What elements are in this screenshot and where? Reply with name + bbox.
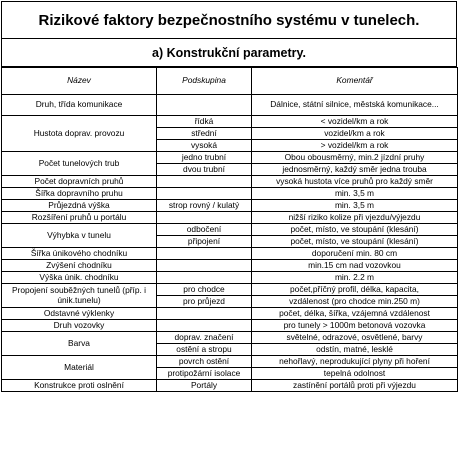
subgroup-cell: pro průjezd	[157, 296, 252, 308]
parameter-name-cell: Materiál	[2, 356, 157, 380]
comment-cell: doporučení min. 80 cm	[252, 248, 458, 260]
comment-cell: vozidel/km a rok	[252, 128, 458, 140]
table-row	[2, 248, 458, 260]
comment-cell: jednosměrný, každý směr jedna trouba	[252, 164, 458, 176]
parameter-name-cell: Šířka únikového chodníku	[2, 248, 157, 260]
subgroup-cell	[157, 176, 252, 188]
table-row	[2, 260, 458, 272]
comment-cell: počet, místo, ve stoupání (klesání)	[252, 236, 458, 248]
comment-cell: počet,příčný profil, délka, kapacita,	[252, 284, 458, 296]
table-row	[2, 176, 458, 188]
subgroup-cell: dvou trubní	[157, 164, 252, 176]
parameter-name-cell: Výška únik. chodníku	[2, 272, 157, 284]
table-row	[2, 308, 458, 320]
comment-cell: min.15 cm nad vozovkou	[252, 260, 458, 272]
subgroup-cell	[157, 248, 252, 260]
table-row	[2, 200, 458, 212]
table-row	[2, 284, 458, 296]
subgroup-cell	[157, 320, 252, 332]
table-row	[2, 332, 458, 344]
section-title: a) Konstrukční parametry.	[1, 39, 457, 67]
comment-cell: > vozidel/km a rok	[252, 140, 458, 152]
subgroup-cell: pro chodce	[157, 284, 252, 296]
parameters-table-wrapper	[1, 67, 457, 392]
comment-cell: vysoká hustota více pruhů pro každý směr	[252, 176, 458, 188]
parameter-name-cell: Odstavné výklenky	[2, 308, 157, 320]
parameter-name-cell: Šířka dopravního pruhu	[2, 188, 157, 200]
comment-cell: Dálnice, státní silnice, městská komunikace...	[252, 95, 458, 116]
subgroup-cell: Portály	[157, 380, 252, 392]
comment-cell: vzdálenost (pro chodce min.250 m)	[252, 296, 458, 308]
comment-cell: nižší riziko kolize při vjezdu/výjezdu	[252, 212, 458, 224]
comment-cell: počet, místo, ve stoupání (klesání)	[252, 224, 458, 236]
comment-cell: odstín, matné, lesklé	[252, 344, 458, 356]
table-header-row	[2, 68, 458, 95]
table-row	[2, 224, 458, 236]
parameter-name-cell: Průjezdná výška	[2, 200, 157, 212]
parameter-name-cell: Výhybka v tunelu	[2, 224, 157, 248]
comment-cell: světelné, odrazové, osvětlené, barvy	[252, 332, 458, 344]
subgroup-cell	[157, 95, 252, 116]
comment-cell: min. 3,5 m	[252, 200, 458, 212]
subgroup-cell: strop rovný / kulatý	[157, 200, 252, 212]
table-row	[2, 320, 458, 332]
subgroup-cell: jedno trubní	[157, 152, 252, 164]
subgroup-cell	[157, 188, 252, 200]
subgroup-cell: ostění a stropu	[157, 344, 252, 356]
subgroup-cell: řídká	[157, 116, 252, 128]
comment-cell: zastínění portálů proti při výjezdu	[252, 380, 458, 392]
subgroup-cell: připojení	[157, 236, 252, 248]
column-header-comment: Komentář	[252, 68, 458, 95]
table-row	[2, 212, 458, 224]
subgroup-cell: protipožární isolace	[157, 368, 252, 380]
parameter-name-cell: Druh vozovky	[2, 320, 157, 332]
subgroup-cell	[157, 212, 252, 224]
comment-cell: tepelná odolnost	[252, 368, 458, 380]
comment-cell: < vozidel/km a rok	[252, 116, 458, 128]
subgroup-cell: odbočení	[157, 224, 252, 236]
column-header-name: Název	[2, 68, 157, 95]
parameter-name-cell: Propojení souběžných tunelů (příp. i únik.tunelu)	[2, 284, 157, 308]
subgroup-cell: vysoká	[157, 140, 252, 152]
table-body	[2, 95, 458, 392]
parameter-name-cell: Druh, třída komunikace	[2, 95, 157, 116]
comment-cell: min. 2.2 m	[252, 272, 458, 284]
subgroup-cell	[157, 272, 252, 284]
comment-cell: počet, délka, šířka, vzájemná vzdálenost	[252, 308, 458, 320]
parameter-name-cell: Rozšíření pruhů u portálu	[2, 212, 157, 224]
table-row	[2, 188, 458, 200]
subgroup-cell: střední	[157, 128, 252, 140]
table-row	[2, 116, 458, 128]
parameter-name-cell: Zvýšení chodníku	[2, 260, 157, 272]
comment-cell: nehořlavý, neprodukující plyny při hoření	[252, 356, 458, 368]
parameter-name-cell: Hustota doprav. provozu	[2, 116, 157, 152]
parameters-table	[1, 67, 458, 392]
table-row	[2, 356, 458, 368]
comment-cell: min. 3,5 m	[252, 188, 458, 200]
parameter-name-cell: Barva	[2, 332, 157, 356]
subgroup-cell	[157, 308, 252, 320]
subgroup-cell: doprav. značení	[157, 332, 252, 344]
comment-cell: Obou obousměrný, min.2 jízdní pruhy	[252, 152, 458, 164]
parameter-name-cell: Počet tunelových trub	[2, 152, 157, 176]
table-row	[2, 95, 458, 116]
subgroup-cell	[157, 260, 252, 272]
table-row	[2, 380, 458, 392]
column-header-subgroup: Podskupina	[157, 68, 252, 95]
comment-cell: pro tunely > 1000m betonová vozovka	[252, 320, 458, 332]
parameter-name-cell: Počet dopravních pruhů	[2, 176, 157, 188]
subgroup-cell: povrch ostění	[157, 356, 252, 368]
table-row	[2, 272, 458, 284]
page-title: Rizikové faktory bezpečnostního systému v tunelech.	[1, 1, 457, 39]
parameter-name-cell: Konstrukce proti oslnění	[2, 380, 157, 392]
table-row	[2, 152, 458, 164]
